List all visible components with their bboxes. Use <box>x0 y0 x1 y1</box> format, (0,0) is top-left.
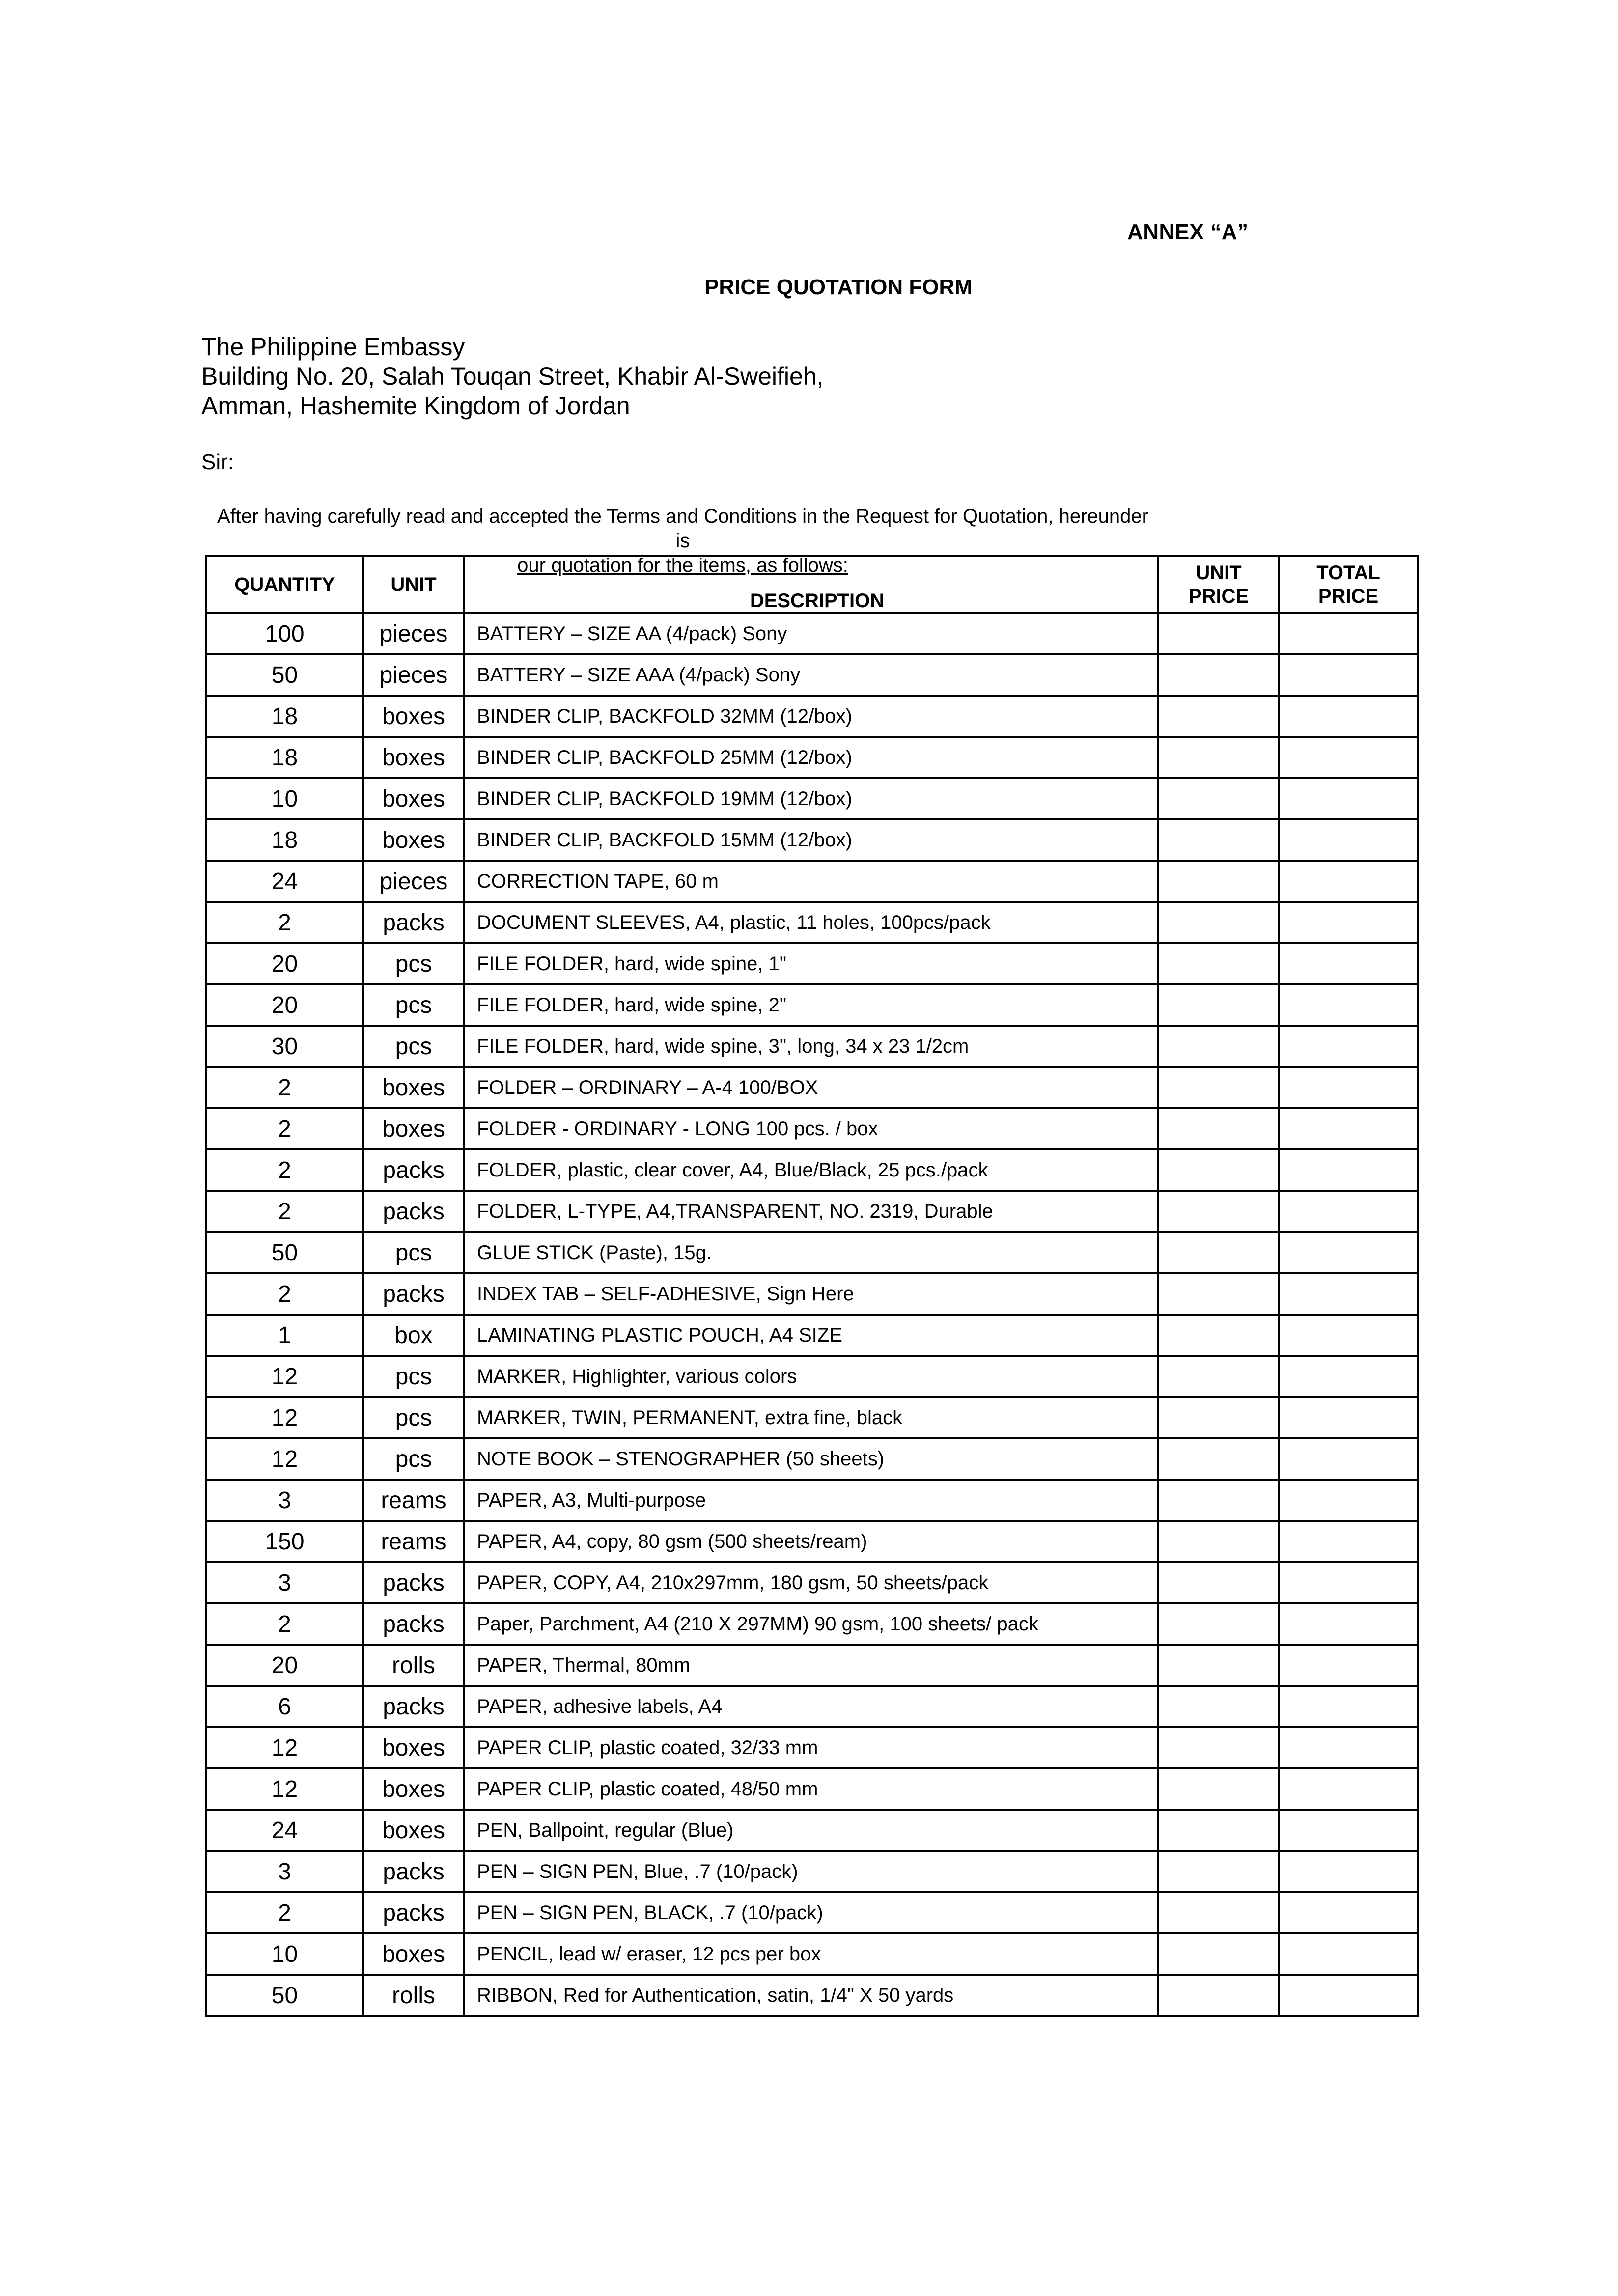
row-quantity: 10 <box>206 778 363 819</box>
row-description: PAPER, adhesive labels, A4 <box>464 1686 1158 1727</box>
row-unit: pcs <box>363 1397 464 1438</box>
row-quantity: 24 <box>206 861 363 902</box>
row-quantity: 2 <box>206 1191 363 1232</box>
row-description: FOLDER - ORDINARY - LONG 100 pcs. / box <box>464 1108 1158 1149</box>
row-unit-price[interactable] <box>1158 1149 1279 1191</box>
row-unit: reams <box>363 1521 464 1562</box>
row-unit-price[interactable] <box>1158 819 1279 861</box>
row-total-price[interactable] <box>1279 1933 1418 1975</box>
table-row <box>206 1686 1418 1727</box>
row-description: GLUE STICK (Paste), 15g. <box>464 1232 1158 1273</box>
row-quantity: 6 <box>206 1686 363 1727</box>
row-quantity: 2 <box>206 1067 363 1108</box>
row-unit: packs <box>363 1273 464 1315</box>
row-unit: rolls <box>363 1645 464 1686</box>
row-unit: rolls <box>363 1975 464 2016</box>
row-total-price[interactable] <box>1279 613 1418 654</box>
row-quantity: 18 <box>206 819 363 861</box>
row-unit: packs <box>363 1191 464 1232</box>
row-unit-price[interactable] <box>1158 1026 1279 1067</box>
addressee-line: The Philippine Embassy <box>201 333 465 361</box>
row-unit: boxes <box>363 1933 464 1975</box>
row-description: NOTE BOOK – STENOGRAPHER (50 sheets) <box>464 1438 1158 1480</box>
row-unit-price[interactable] <box>1158 1645 1279 1686</box>
table-row <box>206 613 1418 654</box>
row-total-price[interactable] <box>1279 1108 1418 1149</box>
form-title: PRICE QUOTATION FORM <box>704 275 973 299</box>
table-row <box>206 1397 1418 1438</box>
table-row <box>206 1315 1418 1356</box>
row-total-price[interactable] <box>1279 1562 1418 1603</box>
table-row <box>206 1975 1418 2016</box>
row-description: FILE FOLDER, hard, wide spine, 2" <box>464 984 1158 1026</box>
row-description: FILE FOLDER, hard, wide spine, 1" <box>464 943 1158 984</box>
row-unit-price[interactable] <box>1158 1521 1279 1562</box>
row-total-price[interactable] <box>1279 1686 1418 1727</box>
salutation: Sir: <box>201 450 234 474</box>
table-header-row <box>206 556 1418 613</box>
row-unit: packs <box>363 1562 464 1603</box>
row-unit-price[interactable] <box>1158 1562 1279 1603</box>
row-unit-price[interactable] <box>1158 696 1279 737</box>
row-quantity: 2 <box>206 1149 363 1191</box>
row-total-price[interactable] <box>1279 1232 1418 1273</box>
annex-label: ANNEX “A” <box>1127 220 1249 244</box>
row-unit-price[interactable] <box>1158 1933 1279 1975</box>
table-row <box>206 861 1418 902</box>
row-unit: pieces <box>363 654 464 696</box>
header-total-price <box>1279 556 1418 613</box>
table-row <box>206 737 1418 778</box>
row-quantity: 12 <box>206 1397 363 1438</box>
row-quantity: 2 <box>206 902 363 943</box>
addressee-line: Building No. 20, Salah Touqan Street, Khabir Al-Sweifieh, <box>201 363 824 390</box>
row-total-price[interactable] <box>1279 1397 1418 1438</box>
row-unit-price[interactable] <box>1158 1768 1279 1810</box>
table-row <box>206 1810 1418 1851</box>
table-row <box>206 696 1418 737</box>
row-total-price[interactable] <box>1279 1851 1418 1892</box>
row-unit: pcs <box>363 1232 464 1273</box>
table-row <box>206 1108 1418 1149</box>
row-unit-price[interactable] <box>1158 1397 1279 1438</box>
row-unit: packs <box>363 1603 464 1645</box>
table-body <box>206 613 1418 2016</box>
table-row <box>206 1480 1418 1521</box>
row-description: RIBBON, Red for Authentication, satin, 1/4" X 50 yards <box>464 1975 1158 2016</box>
row-unit: packs <box>363 1686 464 1727</box>
row-description: BINDER CLIP, BACKFOLD 19MM (12/box) <box>464 778 1158 819</box>
row-unit-price[interactable] <box>1158 1108 1279 1149</box>
row-unit: pcs <box>363 984 464 1026</box>
row-description: Paper, Parchment, A4 (210 X 297MM) 90 gsm, 100 sheets/ pack <box>464 1603 1158 1645</box>
row-quantity: 3 <box>206 1480 363 1521</box>
row-quantity: 50 <box>206 1232 363 1273</box>
row-quantity: 2 <box>206 1892 363 1933</box>
row-unit-price[interactable] <box>1158 1273 1279 1315</box>
row-unit-price[interactable] <box>1158 1810 1279 1851</box>
row-description: LAMINATING PLASTIC POUCH, A4 SIZE <box>464 1315 1158 1356</box>
row-unit-price[interactable] <box>1158 1892 1279 1933</box>
row-total-price[interactable] <box>1279 1892 1418 1933</box>
row-unit: boxes <box>363 1108 464 1149</box>
row-quantity: 100 <box>206 613 363 654</box>
row-unit-price[interactable] <box>1158 1315 1279 1356</box>
row-unit: boxes <box>363 1067 464 1108</box>
row-description: BINDER CLIP, BACKFOLD 15MM (12/box) <box>464 819 1158 861</box>
row-unit: packs <box>363 1851 464 1892</box>
row-quantity: 24 <box>206 1810 363 1851</box>
row-total-price[interactable] <box>1279 861 1418 902</box>
row-quantity: 2 <box>206 1108 363 1149</box>
header-total-price-line2: PRICE <box>1318 586 1379 607</box>
row-quantity: 2 <box>206 1603 363 1645</box>
row-unit-price[interactable] <box>1158 1232 1279 1273</box>
row-description: BINDER CLIP, BACKFOLD 25MM (12/box) <box>464 737 1158 778</box>
row-total-price[interactable] <box>1279 943 1418 984</box>
row-unit-price[interactable] <box>1158 984 1279 1026</box>
row-unit-price[interactable] <box>1158 1191 1279 1232</box>
row-description: BATTERY – SIZE AA (4/pack) Sony <box>464 613 1158 654</box>
row-description: FOLDER, L-TYPE, A4,TRANSPARENT, NO. 2319, Durable <box>464 1191 1158 1232</box>
row-total-price[interactable] <box>1279 1975 1418 2016</box>
row-quantity: 12 <box>206 1768 363 1810</box>
row-description: FILE FOLDER, hard, wide spine, 3", long, 34 x 23 1/2cm <box>464 1026 1158 1067</box>
table-row <box>206 819 1418 861</box>
row-description: BINDER CLIP, BACKFOLD 32MM (12/box) <box>464 696 1158 737</box>
row-unit: packs <box>363 1149 464 1191</box>
row-total-price[interactable] <box>1279 1645 1418 1686</box>
header-description: DESCRIPTION <box>464 556 1158 613</box>
row-total-price[interactable] <box>1279 654 1418 696</box>
row-quantity: 18 <box>206 696 363 737</box>
row-description: PENCIL, lead w/ eraser, 12 pcs per box <box>464 1933 1158 1975</box>
row-quantity: 30 <box>206 1026 363 1067</box>
row-unit-price[interactable] <box>1158 902 1279 943</box>
row-unit: pcs <box>363 1356 464 1397</box>
table-row <box>206 778 1418 819</box>
table-row <box>206 654 1418 696</box>
row-total-price[interactable] <box>1279 1768 1418 1810</box>
row-quantity: 10 <box>206 1933 363 1975</box>
addressee-line: Amman, Hashemite Kingdom of Jordan <box>201 392 630 420</box>
row-description: FOLDER – ORDINARY – A-4 100/BOX <box>464 1067 1158 1108</box>
row-total-price[interactable] <box>1279 1149 1418 1191</box>
row-quantity: 20 <box>206 1645 363 1686</box>
row-description: CORRECTION TAPE, 60 m <box>464 861 1158 902</box>
row-unit: reams <box>363 1480 464 1521</box>
row-total-price[interactable] <box>1279 737 1418 778</box>
row-unit: boxes <box>363 1727 464 1768</box>
table-row <box>206 1562 1418 1603</box>
row-unit: packs <box>363 902 464 943</box>
row-total-price[interactable] <box>1279 1480 1418 1521</box>
row-quantity: 20 <box>206 943 363 984</box>
row-unit-price[interactable] <box>1158 654 1279 696</box>
row-total-price[interactable] <box>1279 1727 1418 1768</box>
table-row <box>206 1438 1418 1480</box>
row-unit: pcs <box>363 1026 464 1067</box>
table-row <box>206 1933 1418 1975</box>
row-unit-price[interactable] <box>1158 613 1279 654</box>
row-quantity: 2 <box>206 1273 363 1315</box>
quotation-table <box>205 555 1419 2017</box>
row-description: DOCUMENT SLEEVES, A4, plastic, 11 holes, 100pcs/pack <box>464 902 1158 943</box>
row-quantity: 12 <box>206 1727 363 1768</box>
row-total-price[interactable] <box>1279 1191 1418 1232</box>
row-quantity: 18 <box>206 737 363 778</box>
row-total-price[interactable] <box>1279 819 1418 861</box>
table-row <box>206 902 1418 943</box>
row-unit: packs <box>363 1892 464 1933</box>
header-unit-price-line2: PRICE <box>1188 586 1249 607</box>
row-description: PAPER CLIP, plastic coated, 32/33 mm <box>464 1727 1158 1768</box>
row-unit-price[interactable] <box>1158 1686 1279 1727</box>
header-unit-price <box>1158 556 1279 613</box>
row-unit-price[interactable] <box>1158 1356 1279 1397</box>
table-row <box>206 943 1418 984</box>
row-quantity: 1 <box>206 1315 363 1356</box>
addressee-block <box>201 332 824 420</box>
row-unit-price[interactable] <box>1158 861 1279 902</box>
row-description: PAPER, A4, copy, 80 gsm (500 sheets/ream) <box>464 1521 1158 1562</box>
row-total-price[interactable] <box>1279 1067 1418 1108</box>
row-unit: boxes <box>363 696 464 737</box>
row-total-price[interactable] <box>1279 1603 1418 1645</box>
header-unit-price-line1: UNIT <box>1196 562 1242 584</box>
row-quantity: 3 <box>206 1562 363 1603</box>
row-description: MARKER, TWIN, PERMANENT, extra fine, black <box>464 1397 1158 1438</box>
table-row <box>206 1892 1418 1933</box>
row-unit-price[interactable] <box>1158 778 1279 819</box>
row-description: PEN, Ballpoint, regular (Blue) <box>464 1810 1158 1851</box>
row-unit: pieces <box>363 613 464 654</box>
row-description: BATTERY – SIZE AAA (4/pack) Sony <box>464 654 1158 696</box>
row-description: MARKER, Highlighter, various colors <box>464 1356 1158 1397</box>
table-row <box>206 1521 1418 1562</box>
row-unit: pcs <box>363 943 464 984</box>
table-row <box>206 1603 1418 1645</box>
row-unit-price[interactable] <box>1158 1603 1279 1645</box>
row-unit-price[interactable] <box>1158 1975 1279 2016</box>
header-unit: UNIT <box>363 556 464 613</box>
row-unit: boxes <box>363 1768 464 1810</box>
row-unit-price[interactable] <box>1158 1438 1279 1480</box>
row-unit: boxes <box>363 819 464 861</box>
row-total-price[interactable] <box>1279 1521 1418 1562</box>
row-unit: boxes <box>363 737 464 778</box>
row-description: PAPER, Thermal, 80mm <box>464 1645 1158 1686</box>
row-unit-price[interactable] <box>1158 1727 1279 1768</box>
table-row <box>206 1727 1418 1768</box>
table-row <box>206 1232 1418 1273</box>
table-row <box>206 1273 1418 1315</box>
table-row <box>206 1356 1418 1397</box>
row-description: PEN – SIGN PEN, BLACK, .7 (10/pack) <box>464 1892 1158 1933</box>
row-quantity: 3 <box>206 1851 363 1892</box>
row-quantity: 12 <box>206 1356 363 1397</box>
row-unit-price[interactable] <box>1158 1480 1279 1521</box>
row-unit-price[interactable] <box>1158 1067 1279 1108</box>
row-quantity: 50 <box>206 1975 363 2016</box>
row-unit-price[interactable] <box>1158 737 1279 778</box>
row-total-price[interactable] <box>1279 1438 1418 1480</box>
row-unit: pieces <box>363 861 464 902</box>
row-total-price[interactable] <box>1279 984 1418 1026</box>
table-row <box>206 1067 1418 1108</box>
row-total-price[interactable] <box>1279 778 1418 819</box>
table-row <box>206 1149 1418 1191</box>
row-quantity: 20 <box>206 984 363 1026</box>
table-row <box>206 1191 1418 1232</box>
row-unit-price[interactable] <box>1158 943 1279 984</box>
row-total-price[interactable] <box>1279 696 1418 737</box>
table-row <box>206 1768 1418 1810</box>
table-row <box>206 1851 1418 1892</box>
row-quantity: 12 <box>206 1438 363 1480</box>
row-unit: box <box>363 1315 464 1356</box>
row-description: PAPER, COPY, A4, 210x297mm, 180 gsm, 50 sheets/pack <box>464 1562 1158 1603</box>
header-quantity: QUANTITY <box>206 556 363 613</box>
intro-line: our quotation for the items, as follows: <box>517 555 848 576</box>
table-row <box>206 1645 1418 1686</box>
row-total-price[interactable] <box>1279 1356 1418 1397</box>
row-description: INDEX TAB – SELF-ADHESIVE, Sign Here <box>464 1273 1158 1315</box>
row-total-price[interactable] <box>1279 1810 1418 1851</box>
table-row <box>206 1026 1418 1067</box>
row-quantity: 150 <box>206 1521 363 1562</box>
row-description: PAPER, A3, Multi-purpose <box>464 1480 1158 1521</box>
row-unit-price[interactable] <box>1158 1851 1279 1892</box>
row-total-price[interactable] <box>1279 1315 1418 1356</box>
intro-line: After having carefully read and accepted the Terms and Conditions in the Request for Quotation, hereunder is <box>217 505 1148 552</box>
row-total-price[interactable] <box>1279 1273 1418 1315</box>
row-unit: boxes <box>363 778 464 819</box>
row-description: FOLDER, plastic, clear cover, A4, Blue/Black, 25 pcs./pack <box>464 1149 1158 1191</box>
row-description: PAPER CLIP, plastic coated, 48/50 mm <box>464 1768 1158 1810</box>
table-row <box>206 984 1418 1026</box>
row-unit: pcs <box>363 1438 464 1480</box>
header-total-price-line1: TOTAL <box>1316 562 1380 584</box>
row-unit: boxes <box>363 1810 464 1851</box>
row-quantity: 50 <box>206 654 363 696</box>
row-total-price[interactable] <box>1279 902 1418 943</box>
row-total-price[interactable] <box>1279 1026 1418 1067</box>
row-description: PEN – SIGN PEN, Blue, .7 (10/pack) <box>464 1851 1158 1892</box>
